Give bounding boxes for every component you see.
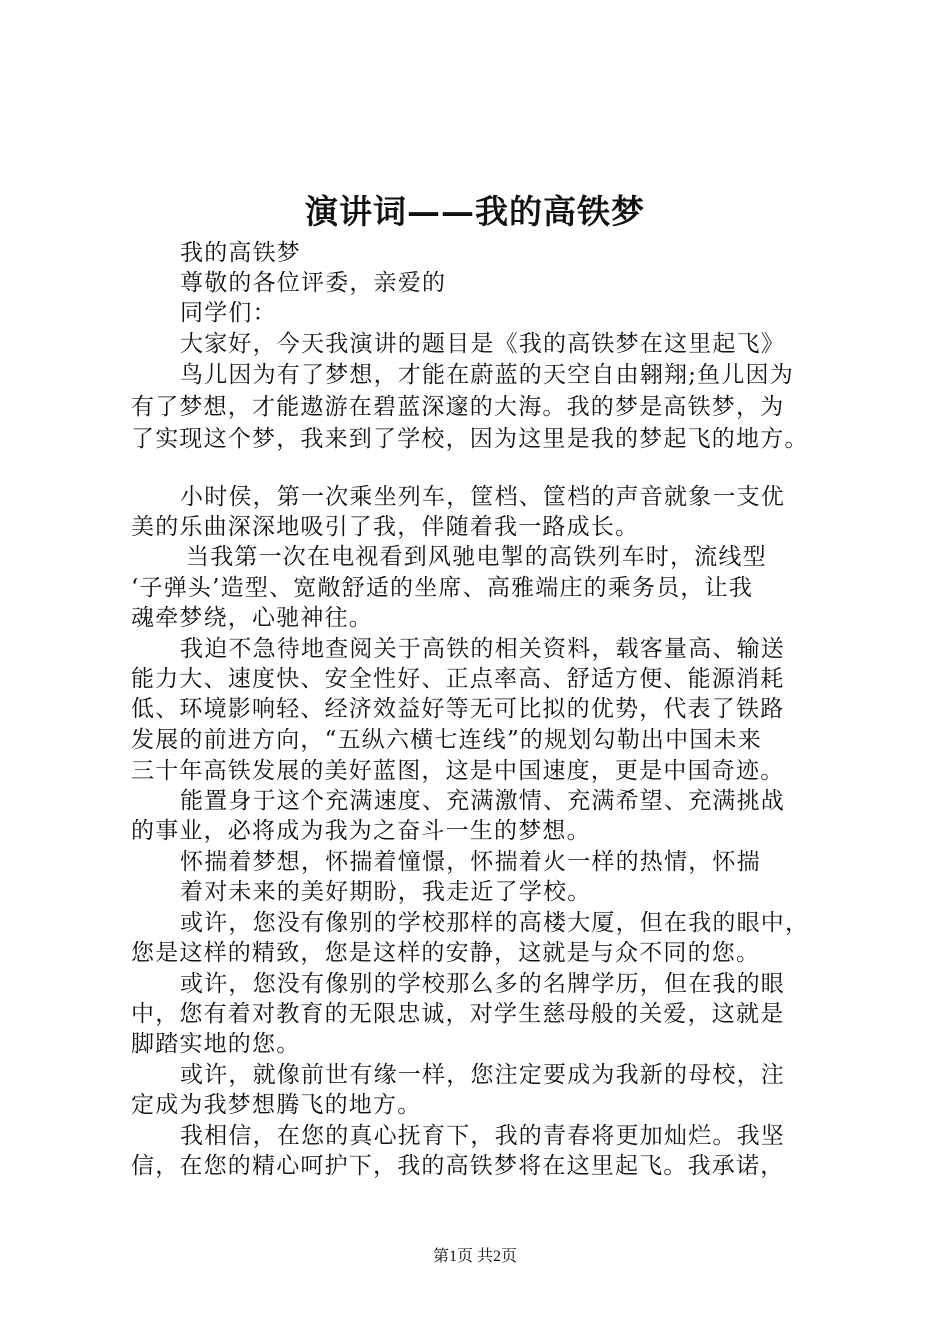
text-line: 小时侯，第一次乘坐列车，筐档、筐档的声音就象一支优 — [180, 484, 785, 510]
text-line: 同学们： — [180, 300, 277, 326]
text-line: 魂牵梦绕，心驰神往。 — [131, 605, 373, 631]
text-line: 定成为我梦想腾飞的地方。 — [131, 1092, 422, 1118]
text-line: 信，在您的精心呵护下，我的高铁梦将在这里起飞。我承诺， — [131, 1153, 785, 1179]
text-line: 大家好，今天我演讲的题目是《我的高铁梦在这里起飞》 — [180, 331, 785, 357]
text-line: 能置身于这个充满速度、充满激情、充满希望、充满挑战 — [180, 788, 785, 814]
text-line: 着对未来的美好期盼，我走近了学校。 — [180, 879, 592, 905]
text-line: 的事业，必将成为我为之奋斗一生的梦想。 — [131, 818, 591, 844]
text-line: 了实现这个梦，我来到了学校，因为这里是我的梦起飞的地方。 — [131, 426, 809, 452]
text-line: 脚踏实地的您。 — [131, 1031, 301, 1057]
text-line: 或许，您没有像别的学校那么多的名牌学历，但在我的眼 — [180, 971, 785, 997]
text-line: ‘子弹头’造型、宽敞舒适的坐席、高雅端庄的乘务员，让我 — [131, 575, 754, 601]
text-line: 当我第一次在电视看到风驰电掣的高铁列车时，流线型 — [186, 544, 767, 570]
text-line: 怀揣着梦想，怀揣着憧憬，怀揣着火一样的热情，怀揣 — [180, 849, 761, 875]
text-line: 低、环境影响轻、经济效益好等无可比拟的优势，代表了铁路 — [131, 696, 785, 722]
text-line: 美的乐曲深深地吸引了我，伴随着我一路成长。 — [131, 514, 640, 540]
text-line: 发展的前进方向，“五纵六横七连线”的规划勾勒出中国未来 — [131, 727, 762, 753]
text-line: 能力大、速度快、安全性好、正点率高、舒适方便、能源消耗 — [131, 666, 785, 692]
text-line: 中，您有着对教育的无限忠诚，对学生慈母般的关爱，这就是 — [131, 1001, 785, 1027]
text-line: 或许，您没有像别的学校那样的高楼大厦，但在我的眼中， — [180, 910, 810, 936]
page-footer: 第1页 共2页 — [432, 1248, 517, 1265]
text-line: 您是这样的精致，您是这样的安静，这就是与众不同的您。 — [131, 940, 761, 966]
text-line: 有了梦想，才能遨游在碧蓝深邃的大海。我的梦是高铁梦，为 — [131, 394, 785, 420]
document-title: 演讲词——我的高铁梦 — [305, 192, 645, 231]
text-line: 我迫不急待地查阅关于高铁的相关资料，载客量高、输送 — [180, 636, 785, 662]
text-line: 尊敬的各位评委，亲爱的 — [180, 270, 447, 296]
text-line: 或许，就像前世有缘一样，您注定要成为我新的母校，注 — [180, 1062, 785, 1088]
text-line: 三十年高铁发展的美好蓝图，这是中国速度，更是中国奇迹。 — [131, 758, 785, 784]
text-line: 鸟儿因为有了梦想，才能在蔚蓝的天空自由翱翔;鱼儿因为 — [180, 362, 794, 388]
text-line: 我的高铁梦 — [180, 240, 301, 266]
text-line: 我相信，在您的真心抚育下，我的青春将更加灿烂。我坚 — [180, 1123, 785, 1149]
